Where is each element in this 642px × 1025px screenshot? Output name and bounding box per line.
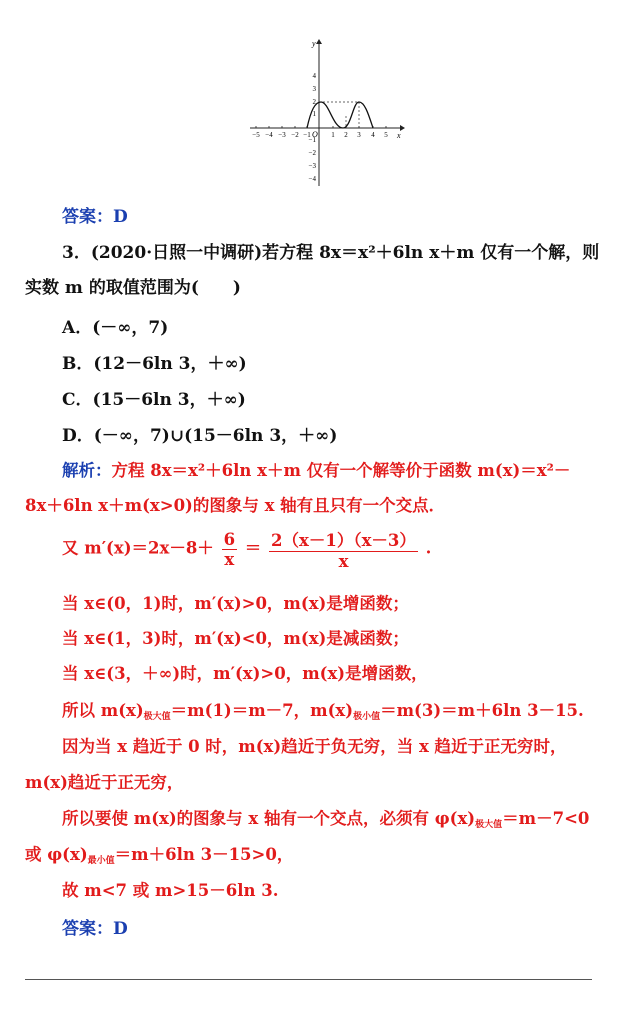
- y-tick: 3: [312, 85, 316, 93]
- answer-value: D: [113, 207, 128, 227]
- fraction-denominator: x: [224, 549, 235, 569]
- option-text: (－∞，7)∪(15－6ln 3，＋∞): [93, 426, 338, 446]
- text: 所以 m(x): [62, 701, 144, 720]
- fraction-denominator: x: [338, 552, 349, 571]
- y-tick: 1: [312, 110, 316, 118]
- x-axis-label: x: [397, 131, 401, 140]
- subscript-min: 极小值: [353, 712, 381, 722]
- text: ＝m(3)＝m＋6ln 3－15.: [380, 701, 584, 720]
- question-line-1: [62, 238, 599, 263]
- x-tick: 1: [331, 131, 335, 139]
- answer-label: 答案：: [62, 919, 113, 939]
- text: 所以要使 m(x)的图象与 x 轴有一个交点，必须有 φ(x): [62, 809, 476, 828]
- solution-line-8: 因为当 x 趋近于 0 时，m(x)趋近于负无穷，当 x 趋近于正无穷时，: [62, 737, 567, 756]
- x-tick: 2: [344, 131, 348, 139]
- solution-line-9: m(x)趋近于正无穷，: [25, 773, 184, 792]
- x-tick-labels: [252, 131, 388, 139]
- period: .: [425, 538, 432, 558]
- solution-line-6: 当 x∈(3，＋∞)时，m′(x)>0，m(x)是增函数，: [62, 664, 428, 683]
- option-text: (12－6ln 3，＋∞): [93, 354, 247, 374]
- solution-line-11: [25, 841, 293, 866]
- answer-label: 答案：: [62, 207, 113, 227]
- y-tick: −3: [308, 162, 316, 170]
- option-c: [62, 385, 246, 410]
- origin-label: O: [312, 130, 318, 139]
- y-axis-label: y: [312, 39, 316, 48]
- y-tick: −4: [308, 175, 316, 183]
- question-text-1: 若方程 8x＝x²＋6ln x＋m 仅有一个解，则: [262, 243, 600, 263]
- x-tick: −4: [265, 131, 273, 139]
- y-tick: 4: [312, 72, 316, 80]
- fraction-numerator: 6: [223, 529, 236, 549]
- fraction-factored: [269, 527, 418, 571]
- y-tick: −1: [308, 136, 316, 144]
- solution-line-1: [62, 457, 570, 481]
- footer-divider: [25, 979, 592, 980]
- derivative-text: 又 m′(x)＝2x－8＋: [62, 538, 214, 558]
- x-axis-arrow: [400, 125, 405, 131]
- answer-value: D: [113, 919, 128, 939]
- option-letter: A．: [62, 318, 93, 338]
- text: ＝m＋6ln 3－15>0，: [114, 845, 294, 864]
- solution-line-10: [62, 805, 589, 830]
- text: ＝m(1)＝m－7，m(x): [170, 701, 354, 720]
- answer-line-2: [62, 914, 128, 939]
- option-letter: C．: [62, 390, 93, 410]
- option-a: [62, 313, 168, 338]
- function-graph: [245, 38, 410, 188]
- subscript-min: 最小值: [87, 856, 115, 866]
- solution-text: 方程 8x＝x²＋6ln x＋m 仅有一个解等价于函数 m(x)＝x²－: [111, 461, 571, 480]
- solution-label: 解析：: [62, 461, 112, 480]
- subscript-max: 极大值: [475, 820, 503, 830]
- fraction-numerator: 2（x－1）（x－3）: [269, 527, 418, 552]
- fraction-6-over-x: [222, 530, 237, 569]
- equals-sign: ＝: [244, 538, 262, 558]
- question-source: (2020·日照一中调研): [90, 243, 263, 263]
- question-number: 3．: [62, 243, 91, 263]
- question-line-2: 实数 m 的取值范围为( ): [25, 278, 241, 298]
- dashed-guides: [319, 102, 359, 128]
- x-tick: −3: [278, 131, 286, 139]
- solution-line-4: 当 x∈(0，1)时，m′(x)>0，m(x)是增函数；: [62, 594, 409, 613]
- solution-line-7: [62, 697, 584, 722]
- x-tick: −2: [291, 131, 299, 139]
- subscript-max: 极大值: [143, 712, 171, 722]
- y-tick: 2: [312, 98, 316, 106]
- solution-line-12: 故 m<7 或 m>15－6ln 3.: [62, 881, 279, 900]
- option-b: [62, 349, 247, 374]
- option-letter: B．: [62, 354, 94, 374]
- text: ＝m－7<0: [502, 809, 590, 828]
- x-tick: 4: [371, 131, 375, 139]
- solution-line-5: 当 x∈(1，3)时，m′(x)<0，m(x)是减函数；: [62, 629, 409, 648]
- x-tick: 3: [357, 131, 361, 139]
- x-tick: −1: [303, 131, 311, 139]
- option-d: [62, 421, 337, 446]
- y-tick: −2: [308, 149, 316, 157]
- text: 或 φ(x): [25, 845, 88, 864]
- option-text: (15－6ln 3，＋∞): [92, 390, 246, 410]
- x-tick: −5: [252, 131, 260, 139]
- solution-line-3: [62, 527, 431, 571]
- y-axis-arrow: [316, 39, 322, 44]
- function-curve: [307, 102, 373, 128]
- solution-line-2: 8x＋6ln x＋m(x>0)的图象与 x 轴有且只有一个交点．: [25, 496, 446, 515]
- x-tick: 5: [384, 131, 388, 139]
- option-text: (－∞，7): [92, 318, 169, 338]
- option-letter: D．: [62, 426, 94, 446]
- answer-line-1: [62, 202, 128, 227]
